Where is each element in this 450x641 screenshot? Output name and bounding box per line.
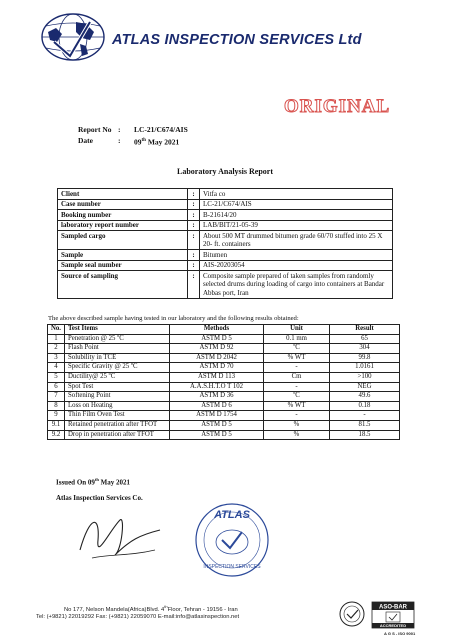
colon: :	[118, 136, 121, 145]
info-value: Vitfa co	[200, 189, 393, 200]
test-result: 0.18	[330, 401, 400, 411]
info-label: laboratory report number	[58, 220, 188, 231]
info-value: LAB/BIT/21-05-39	[200, 220, 393, 231]
test-unit: ºC	[264, 344, 330, 354]
result-row	[48, 420, 400, 430]
info-row	[58, 199, 393, 210]
test-method: ASTM D 92	[170, 344, 264, 354]
date-value: 09th May 2021	[134, 137, 180, 147]
test-method: ASTM D 36	[170, 392, 264, 402]
test-method: A.A.S.H.T.O T 102	[170, 382, 264, 392]
result-row	[48, 363, 400, 373]
row-no: 5	[48, 372, 65, 382]
test-unit: ºC	[264, 392, 330, 402]
sample-info-table	[57, 188, 393, 299]
test-method: ASTM D 1754	[170, 411, 264, 421]
row-no: 4	[48, 363, 65, 373]
info-row	[58, 210, 393, 221]
test-result: 65	[330, 334, 400, 344]
colon: :	[188, 199, 200, 210]
info-value: B-21614/20	[200, 210, 393, 221]
test-item: Penetration @ 25 ºC	[65, 334, 170, 344]
test-item: Ductility@ 25 ºC	[65, 372, 170, 382]
result-row	[48, 401, 400, 411]
iso-label: A G S - ISO 9001	[384, 631, 416, 636]
info-label: Sample seal number	[58, 260, 188, 271]
report-title: Laboratory Analysis Report	[177, 167, 273, 176]
company-seal	[192, 500, 272, 580]
test-result: >100	[330, 372, 400, 382]
test-item: Spot Test	[65, 382, 170, 392]
test-method: ASTM D 70	[170, 363, 264, 373]
test-result: 1.0161	[330, 363, 400, 373]
row-no: 2	[48, 344, 65, 354]
test-unit: % WT	[264, 401, 330, 411]
test-unit: -	[264, 382, 330, 392]
colon: :	[188, 189, 200, 200]
info-label: Booking number	[58, 210, 188, 221]
test-item: Drop in penetration after TFOT	[65, 430, 170, 440]
test-unit: -	[264, 363, 330, 373]
info-label: Sample	[58, 250, 188, 261]
results-header-row	[48, 325, 400, 335]
footer-address: No 177, Nelson Mandela(Africa)Blvd. 4thFloor, Tehran - 19156 - Iran	[64, 604, 238, 613]
company-logo	[40, 12, 106, 62]
col-methods: Methods	[170, 325, 264, 335]
seal-top-text: ATLAS	[214, 509, 250, 521]
info-value: AIS-20203054	[200, 260, 393, 271]
report-meta	[78, 124, 188, 148]
accred-sub: ACCREDITED	[379, 623, 407, 628]
info-value: Composite sample prepared of taken samples from randomly selected drums during loading of cargo into containers at Bandar Abbas port, Iran	[200, 271, 393, 299]
info-row	[58, 189, 393, 200]
result-row	[48, 382, 400, 392]
test-item: Specific Gravity @ 25 ºC	[65, 363, 170, 373]
colon: :	[118, 125, 121, 134]
footer-contact: Tel: (+9821) 22019292 Fax: (+9821) 22059070 E-mail:info@atlasinspection.net	[36, 614, 240, 620]
accreditation-logos	[338, 598, 418, 634]
row-no: 6	[48, 382, 65, 392]
colon: :	[188, 210, 200, 221]
result-row	[48, 392, 400, 402]
test-method: ASTM D 113	[170, 372, 264, 382]
test-item: Thin Film Oven Test	[65, 411, 170, 421]
info-row	[58, 250, 393, 261]
test-item: Retained penetration after TFOT	[65, 420, 170, 430]
test-method: ASTM D 5	[170, 430, 264, 440]
issued-date: Issued On 09th May 2021	[56, 477, 131, 487]
test-unit: -	[264, 411, 330, 421]
test-item: Softening Point	[65, 392, 170, 402]
colon: :	[188, 271, 200, 299]
info-value: Bitumen	[200, 250, 393, 261]
result-row	[48, 334, 400, 344]
info-value: LC-21/C674/AIS	[200, 199, 393, 210]
test-result: 304	[330, 344, 400, 354]
report-no-value: LC-21/C674/AIS	[134, 125, 188, 134]
results-table	[47, 324, 400, 440]
row-no: 3	[48, 353, 65, 363]
info-label: Case number	[58, 199, 188, 210]
test-method: ASTM D 5	[170, 420, 264, 430]
row-no: 8	[48, 401, 65, 411]
accred-label: ASO-BAR	[379, 604, 407, 611]
issuer-name: Atlas Inspection Services Co.	[56, 494, 143, 502]
test-result: 18.5	[330, 430, 400, 440]
result-row	[48, 353, 400, 363]
intro-text: The above described sample having tested in our laboratory and the following results obtained:	[48, 315, 299, 322]
row-no: 7	[48, 392, 65, 402]
test-unit: % WT	[264, 353, 330, 363]
test-result: 81.5	[330, 420, 400, 430]
result-row	[48, 411, 400, 421]
info-label: Client	[58, 189, 188, 200]
test-result: -	[330, 411, 400, 421]
info-row	[58, 220, 393, 231]
col-no: No.	[48, 325, 65, 335]
info-label: Sampled cargo	[58, 231, 188, 250]
signature	[70, 510, 170, 570]
seal-bottom-text: INSPECTION SERVICES	[203, 564, 261, 570]
original-stamp: ORIGINAL	[284, 96, 391, 117]
result-row	[48, 344, 400, 354]
test-result: 49.6	[330, 392, 400, 402]
colon: :	[188, 231, 200, 250]
date-label: Date	[78, 136, 93, 145]
result-row	[48, 430, 400, 440]
row-no: 9.1	[48, 420, 65, 430]
test-result: 99.8	[330, 353, 400, 363]
row-no: 9	[48, 411, 65, 421]
test-method: ASTM D 5	[170, 334, 264, 344]
test-unit: Cm	[264, 372, 330, 382]
info-value: About 500 MT drummed bitumen grade 60/70 stuffed into 25 X 20- ft. containers	[200, 231, 393, 250]
col-unit: Unit	[264, 325, 330, 335]
info-row	[58, 231, 393, 250]
col-result: Result	[330, 325, 400, 335]
colon: :	[188, 250, 200, 261]
company-name: ATLAS INSPECTION SERVICES Ltd	[112, 32, 362, 48]
test-item: Loss on Heating	[65, 401, 170, 411]
info-row	[58, 260, 393, 271]
test-unit: 0.1 mm	[264, 334, 330, 344]
info-label: Source of sampling	[58, 271, 188, 299]
row-no: 9.2	[48, 430, 65, 440]
colon: :	[188, 260, 200, 271]
test-method: ASTM D 6	[170, 401, 264, 411]
test-unit: %	[264, 420, 330, 430]
test-unit: %	[264, 430, 330, 440]
test-result: NEG	[330, 382, 400, 392]
test-item: Flash Point	[65, 344, 170, 354]
row-no: 1	[48, 334, 65, 344]
test-method: ASTM D 2042	[170, 353, 264, 363]
info-row	[58, 271, 393, 299]
col-test-items: Test Items	[65, 325, 170, 335]
report-no-label: Report No	[78, 125, 112, 134]
colon: :	[188, 220, 200, 231]
result-row	[48, 372, 400, 382]
test-item: Solubility in TCE	[65, 353, 170, 363]
